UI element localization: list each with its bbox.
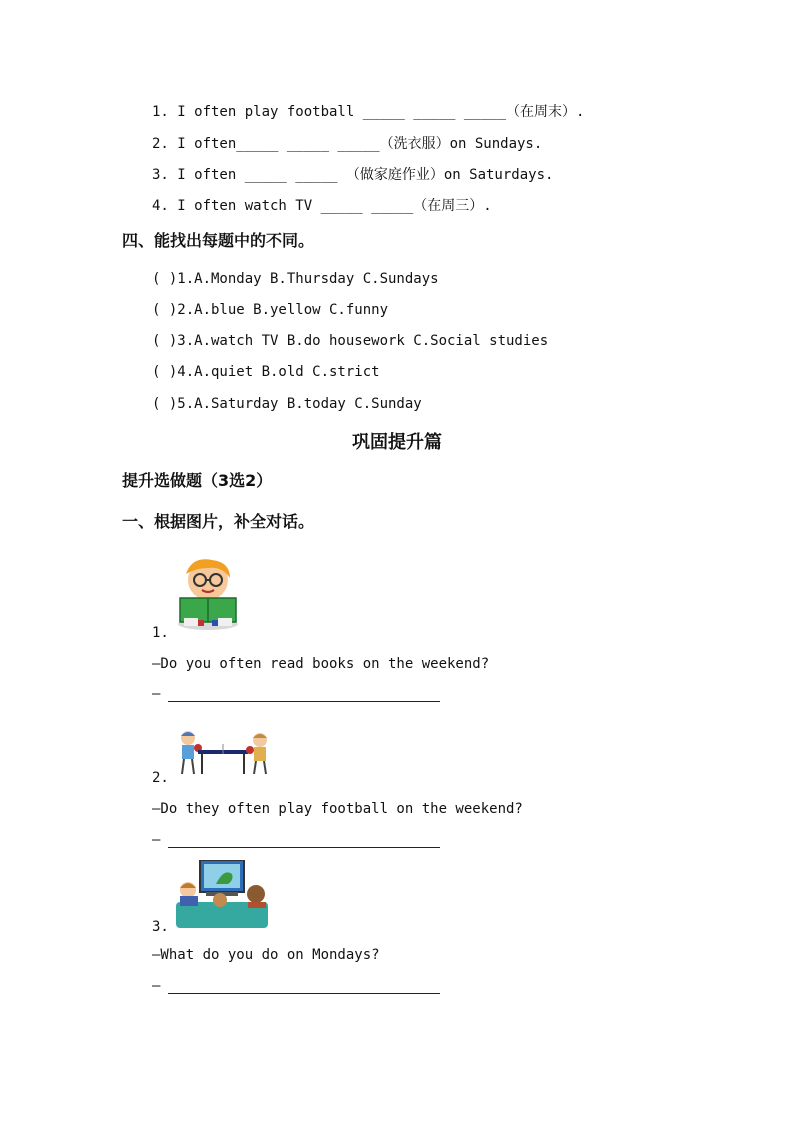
answer-3-dash: — <box>152 978 161 994</box>
answer-2-dash: — <box>152 832 161 848</box>
odd-one-out-item-1: ( )1.A.Monday B.Thursday C.Sundays <box>152 271 439 287</box>
question-1-number: 1. <box>152 625 169 641</box>
fill-in-item-4: 4. I often watch TV _____ _____（在周三）. <box>152 198 492 214</box>
consolidation-title: 巩固提升篇 <box>352 432 442 453</box>
answer-3-line[interactable] <box>168 992 440 994</box>
odd-one-out-item-4: ( )4.A.quiet B.old C.strict <box>152 364 380 380</box>
answer-1-line[interactable] <box>168 700 440 702</box>
question-2-text: —Do they often play football on the weekend? <box>152 801 523 817</box>
elective-title: 提升选做题（3选2） <box>122 471 273 490</box>
boy-reading-image <box>172 556 244 632</box>
table-tennis-image <box>176 728 274 778</box>
odd-one-out-item-3: ( )3.A.watch TV B.do housework C.Social studies <box>152 333 549 349</box>
section-4-title: 四、能找出每题中的不同。 <box>122 231 315 250</box>
answer-2-line[interactable] <box>168 846 440 848</box>
question-3-number: 3. <box>152 919 169 935</box>
answer-1-dash: — <box>152 686 161 702</box>
section-1-title: 一、根据图片，补全对话。 <box>122 512 315 531</box>
question-1-text: —Do you often read books on the weekend? <box>152 656 490 672</box>
fill-in-item-1: 1. I often play football _____ _____ _____（在周末）. <box>152 104 585 120</box>
question-3-text: —What do you do on Mondays? <box>152 947 380 963</box>
odd-one-out-item-5: ( )5.A.Saturday B.today C.Sunday <box>152 396 422 412</box>
odd-one-out-item-2: ( )2.A.blue B.yellow C.funny <box>152 302 389 318</box>
fill-in-item-3: 3. I often _____ _____ （做家庭作业）on Saturdays. <box>152 167 554 183</box>
question-2-number: 2. <box>152 770 169 786</box>
watching-tv-image <box>176 860 268 928</box>
fill-in-item-2: 2. I often_____ _____ _____（洗衣服）on Sundays. <box>152 136 543 152</box>
